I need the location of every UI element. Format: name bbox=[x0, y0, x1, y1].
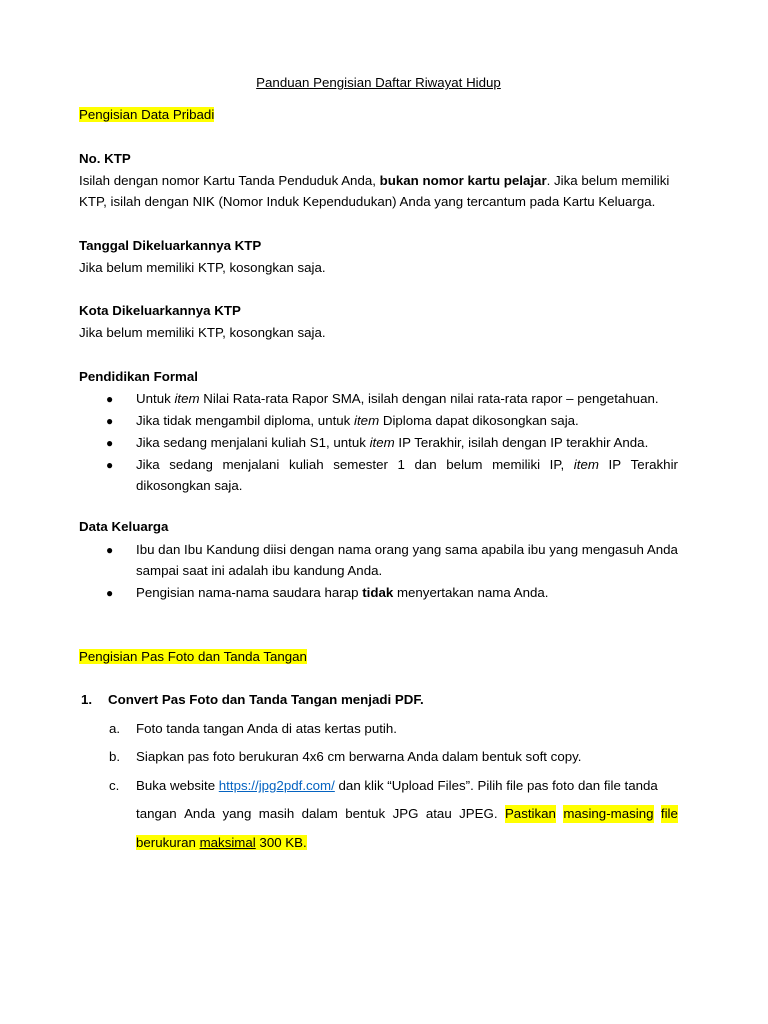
item-c-text-part: 300 KB. bbox=[255, 835, 307, 850]
ktp-text-line2: KTP, isilah dengan NIK (Nomor Induk Kependudukan) Anda yang tercantum pada Kartu Keluarga. bbox=[79, 194, 656, 209]
tanggal-text: Jika belum memiliki KTP, kosongkan saja. bbox=[79, 260, 326, 275]
item-c-line3 bbox=[136, 834, 307, 852]
justified-word: Terakhir bbox=[630, 457, 678, 472]
bullet-text-part: menyertakan nama Anda. bbox=[393, 585, 549, 600]
justified-word: IP bbox=[608, 457, 622, 472]
bullet-text-part: Nilai Rata-rata Rapor SMA, isilah dengan nilai rata-rata rapor – pengetahuan. bbox=[199, 391, 659, 406]
pendidikan-bullet-3 bbox=[136, 434, 648, 452]
bullet-text-part: Jika tidak mengambil diploma, untuk bbox=[136, 413, 355, 428]
bullet-text-part: Diploma dapat dikosongkan saja. bbox=[379, 413, 579, 428]
justified-word: memiliki bbox=[492, 457, 541, 472]
ktp-text-line1 bbox=[79, 172, 669, 190]
bullet-dot-icon: ● bbox=[106, 392, 114, 406]
item-c-highlight bbox=[136, 835, 307, 850]
bullet-text-part: Jika sedang menjalani kuliah S1, untuk bbox=[136, 435, 370, 450]
section-heading-text: Pengisian Pas Foto dan Tanda Tangan bbox=[79, 649, 307, 664]
section-heading-text: Pengisian Data Pribadi bbox=[79, 107, 215, 122]
ktp-text-part: Isilah dengan nomor Kartu Tanda Penduduk Anda, bbox=[79, 173, 380, 188]
section-heading-pas-foto bbox=[79, 648, 307, 666]
list-letter: c. bbox=[109, 778, 120, 793]
justified-word: 1 bbox=[397, 457, 405, 472]
bullet-text-italic: item bbox=[369, 435, 395, 450]
justified-word: atau bbox=[425, 806, 452, 821]
pendidikan-bullet-4-line2: dikosongkan saja. bbox=[136, 478, 243, 493]
item-c-line2 bbox=[136, 805, 678, 823]
item-c-text-part: berukuran bbox=[136, 835, 200, 850]
pendidikan-bullet-2 bbox=[136, 412, 579, 430]
justified-word: dalam bbox=[301, 806, 338, 821]
tanggal-label: Tanggal Dikeluarkannya KTP bbox=[79, 238, 262, 253]
keluarga-bullet-1-line2: sampai saat ini adalah ibu kandung Anda. bbox=[136, 563, 383, 578]
justified-word: bentuk bbox=[345, 806, 386, 821]
item-b-text: Siapkan pas foto berukuran 4x6 cm berwarna Anda dalam bentuk soft copy. bbox=[136, 749, 582, 764]
justified-word: tangan bbox=[136, 806, 177, 821]
justified-word: JPG bbox=[392, 806, 419, 821]
justified-word: dan bbox=[414, 457, 437, 472]
bullet-dot-icon: ● bbox=[106, 414, 114, 428]
section-heading-data-pribadi bbox=[79, 106, 214, 124]
justified-word: semester bbox=[333, 457, 388, 472]
ktp-text-bold: bukan nomor kartu pelajar bbox=[379, 173, 547, 188]
list-number: 1. bbox=[81, 692, 93, 707]
item-c-text-underline: maksimal bbox=[199, 835, 256, 850]
ktp-label: No. KTP bbox=[79, 151, 131, 166]
justified-word: Anda bbox=[184, 806, 216, 821]
pendidikan-bullet-4-line1 bbox=[136, 456, 678, 474]
ktp-text-part: . Jika belum memiliki bbox=[546, 173, 670, 188]
justified-word: masih bbox=[258, 806, 295, 821]
bullet-text-part: Pengisian nama-nama saudara harap bbox=[136, 585, 363, 600]
item1-label: Convert Pas Foto dan Tanda Tangan menjadi PDF. bbox=[108, 692, 424, 707]
justified-word: sedang bbox=[169, 457, 213, 472]
bullet-text-part: IP Terakhir, isilah dengan IP terakhir Anda. bbox=[394, 435, 649, 450]
list-letter: b. bbox=[109, 749, 121, 764]
kota-label: Kota Dikeluarkannya KTP bbox=[79, 303, 241, 318]
justified-word: JPEG. bbox=[459, 806, 498, 821]
justified-word-highlight: masing-masing bbox=[563, 806, 654, 821]
pendidikan-label: Pendidikan Formal bbox=[79, 369, 198, 384]
justified-word: belum bbox=[446, 457, 483, 472]
item-c-line1 bbox=[136, 777, 658, 795]
bullet-text-italic: item bbox=[174, 391, 200, 406]
justified-word: item bbox=[573, 457, 599, 472]
list-letter: a. bbox=[109, 721, 121, 736]
bullet-text-italic: item bbox=[354, 413, 380, 428]
item-a-text: Foto tanda tangan Anda di atas kertas putih. bbox=[136, 721, 397, 736]
justified-word: kuliah bbox=[288, 457, 324, 472]
kota-text: Jika belum memiliki KTP, kosongkan saja. bbox=[79, 325, 326, 340]
justified-word: yang bbox=[222, 806, 252, 821]
justified-word-highlight: Pastikan bbox=[504, 806, 556, 821]
justified-word: menjalani bbox=[222, 457, 280, 472]
justified-word: IP, bbox=[549, 457, 565, 472]
item-c-text-part: dan klik “Upload Files”. Pilih file pas foto dan file tanda bbox=[334, 778, 658, 793]
justified-word-highlight: file bbox=[660, 806, 678, 821]
pendidikan-bullet-1 bbox=[136, 390, 659, 408]
document-title: Panduan Pengisian Daftar Riwayat Hidup bbox=[256, 75, 501, 90]
keluarga-bullet-2 bbox=[136, 584, 548, 602]
jpg2pdf-link[interactable]: https://jpg2pdf.com/ bbox=[218, 778, 335, 793]
bullet-text-bold: tidak bbox=[362, 585, 394, 600]
bullet-dot-icon: ● bbox=[106, 458, 114, 472]
justified-word: Jika bbox=[136, 457, 160, 472]
keluarga-label: Data Keluarga bbox=[79, 519, 169, 534]
bullet-dot-icon: ● bbox=[106, 543, 114, 557]
item-c-text-part: Buka website bbox=[136, 778, 219, 793]
bullet-text-part: Untuk bbox=[136, 391, 175, 406]
bullet-dot-icon: ● bbox=[106, 436, 114, 450]
keluarga-bullet-1-line1: Ibu dan Ibu Kandung diisi dengan nama orang yang sama apabila ibu yang mengasuh Anda bbox=[136, 542, 678, 557]
bullet-dot-icon: ● bbox=[106, 586, 114, 600]
